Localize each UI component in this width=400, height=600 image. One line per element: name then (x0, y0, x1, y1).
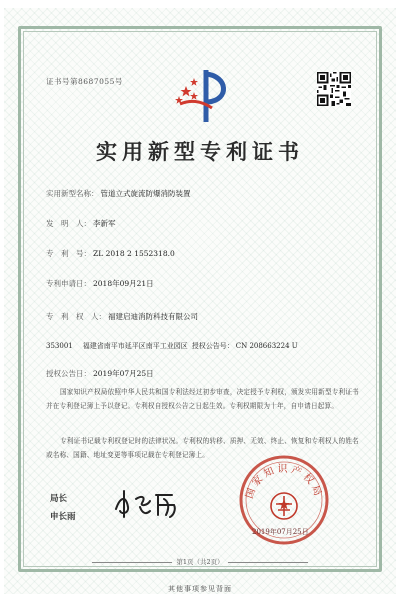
role-chief: 局长 (50, 494, 68, 504)
page-number: 第1页（共2页） (4, 557, 396, 566)
patent-certificate (4, 8, 396, 594)
address: 福建省南平市延平区南平工业园区 (82, 342, 188, 350)
pub-value: CN 208663224 U (235, 342, 298, 350)
qr-code (317, 72, 351, 106)
certificate-number: 证书号第8687055号 (46, 77, 123, 86)
field-patentee: 专 利 权 人： 福建启迪消防科技有限公司 (46, 312, 198, 321)
field-patent-number: 专 利 号： ZL 2018 2 1552318.0 (46, 249, 175, 258)
certificate-title: 实用新型专利证书 (96, 139, 304, 164)
seal-text: 国家知识产权局 (244, 464, 324, 501)
field-inventor: 发 明 人： 李新军 (46, 219, 116, 228)
cnipa-logo-icon (172, 64, 236, 128)
seal-date: 2019年07月25日 (252, 528, 309, 536)
field-grant-date: 授权公告日： 2019年07月25日 (46, 369, 154, 378)
field-utility-name: 实用新型名称： 管道立式旋流防爆消防装置 (46, 189, 191, 198)
footer-note: 其他事项参见背面 (168, 585, 232, 593)
field-application-date: 专利申请日： 2018年09月21日 (46, 279, 154, 288)
address-row (46, 341, 308, 351)
postcode: 353001 (46, 342, 73, 350)
pub-label: 授权公告号： (191, 342, 234, 350)
director-signature (112, 487, 182, 521)
paragraph-grant: 国家知识产权局依照中华人民共和国专利法经过初步审查，决定授予专利权，颁发实用新型专利证书并在专利登记簿上予以登记。专利权自授权公告之日起生效。专利权期限为十年，自申请日起算。 (46, 388, 359, 410)
paragraph-legal-status: 专利证书记载专利权登记时的法律状况。专利权的转移、质押、无效、终止、恢复和专利权人的姓名或名称、国籍、地址变更等事项记载在专利登记簿上。 (46, 437, 359, 459)
role-chief-name: 申长雨 (50, 512, 76, 522)
